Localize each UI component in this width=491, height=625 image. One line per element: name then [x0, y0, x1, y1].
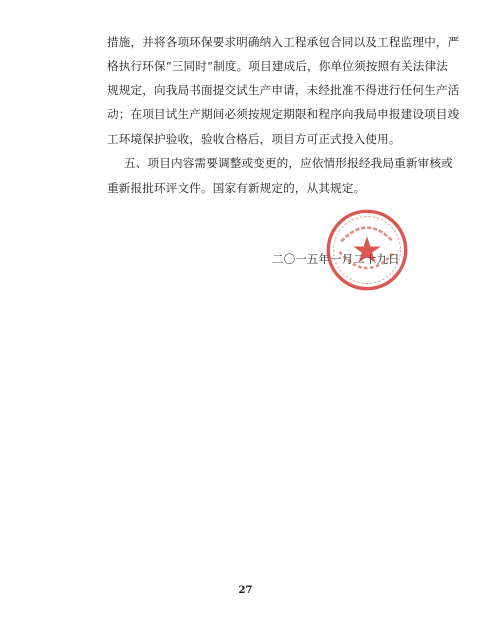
body-text-line: 动；在项目试生产期间必须按规定期限和程序向我局申报建设项目竣: [107, 107, 460, 121]
document-date: 二〇一五年一月二十九日: [272, 252, 400, 266]
paragraph-five-first-line: 五、项目内容需要调整或变更的，应依情形报经我局重新审核或: [124, 156, 453, 170]
body-text-line: 措施，并将各项环保要求明确纳入工程承包合同以及工程监理中，严: [107, 35, 460, 49]
body-text-line: 工环境保护验收，验收合格后，项目方可正式投入使用。: [107, 132, 401, 146]
body-text-line: 重新报批环评文件。国家有新规定的，从其规定。: [107, 181, 366, 195]
official-seal-icon: [324, 207, 410, 293]
body-text-line: 格执行环保“三同时”制度。项目建成后，你单位须按照有关法律法: [107, 59, 448, 73]
body-text-line: 规规定，向我局书面提交试生产申请，未经批准不得进行任何生产活: [107, 83, 460, 97]
page-number: 27: [238, 585, 253, 596]
